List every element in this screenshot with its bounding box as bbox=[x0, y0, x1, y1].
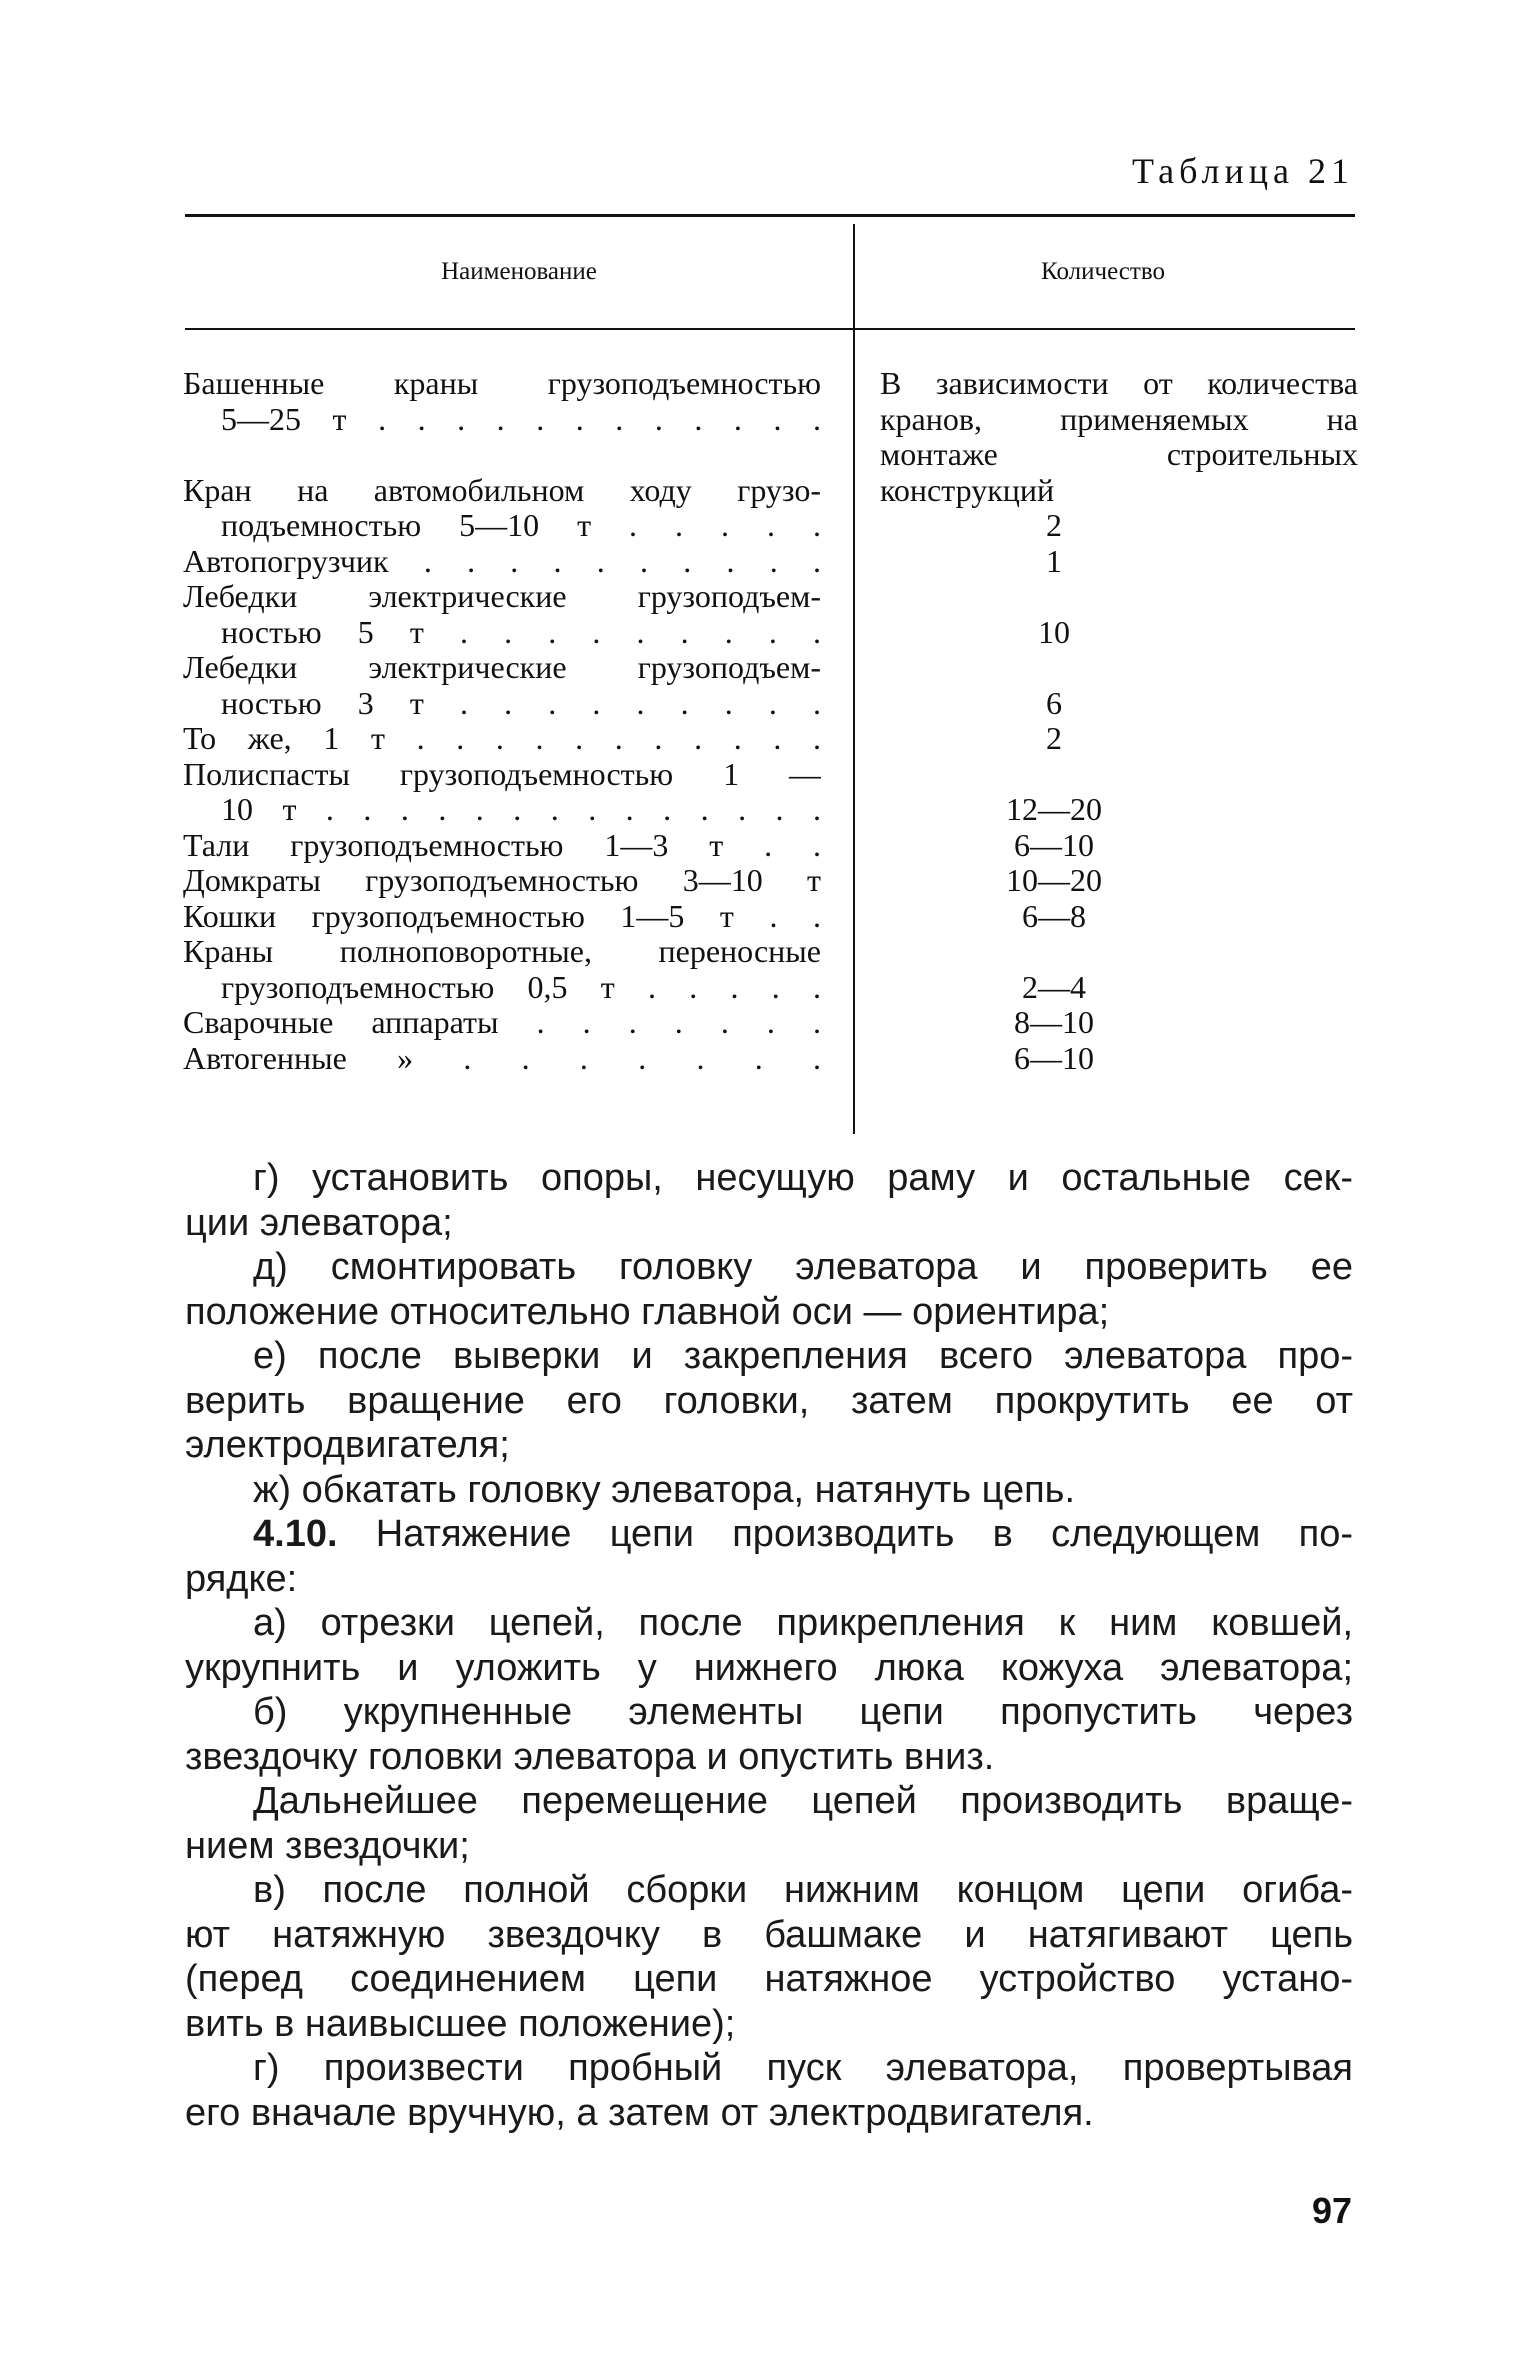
paragraph-line: ж) обкатать головку элеватора, натянуть цепь. bbox=[253, 1468, 1076, 1511]
quantity-description-line: монтаже строительных bbox=[880, 436, 1358, 472]
quantity-description-line: В зависимости от количества bbox=[880, 365, 1358, 401]
quantity-description-line: кранов, применяемых на bbox=[880, 400, 1358, 437]
quantity-value: 2—4 bbox=[1022, 968, 1086, 1005]
table-line: Полиспасты грузоподъемностью 1 — bbox=[183, 756, 821, 792]
table-line: грузоподъемностью 0,5 т . . . . . bbox=[221, 969, 821, 1005]
quantity-value: 6—8 bbox=[1022, 897, 1086, 934]
table-line: Лебедки электрические грузоподъем- bbox=[183, 650, 821, 685]
paragraph-line: г) установить опоры, несущую раму и остальные сек- bbox=[253, 1157, 1353, 1199]
section-number: 4.10. bbox=[253, 1513, 338, 1555]
table-header-rule bbox=[185, 328, 1355, 330]
table-line: Тали грузоподъемностью 1—3 т . . bbox=[183, 827, 821, 863]
paragraph-line: ют натяжную звездочку в башмаке и натягивают цепь bbox=[185, 1913, 1353, 1956]
table-line: 5—25 т . . . . . . . . . . . . bbox=[221, 401, 821, 437]
paragraph-line: верить вращение его головки, затем прокрутить ее от bbox=[185, 1379, 1353, 1422]
section-heading-text: Натяжение цепи производить в следующем по- bbox=[337, 1513, 1353, 1555]
column-header-name: Наименование bbox=[441, 258, 597, 285]
paragraph-line: г) произвести пробный пуск элеватора, провертывая bbox=[253, 2047, 1353, 2089]
quantity-description-line: конструкций bbox=[880, 471, 1055, 508]
table-line: подъемностью 5—10 т . . . . . bbox=[221, 508, 821, 543]
table-line: Сварочные аппараты . . . . . . . bbox=[183, 1005, 821, 1040]
table-line: Кран на автомобильном ходу грузо- bbox=[183, 472, 821, 508]
quantity-value: 12—20 bbox=[1006, 791, 1102, 827]
quantity-value: 2 bbox=[1046, 720, 1062, 756]
paragraph-line: рядке: bbox=[185, 1557, 298, 1600]
table-column-divider bbox=[853, 224, 855, 1134]
quantity-value: 10—20 bbox=[1006, 862, 1102, 898]
paragraph-line: е) после выверки и закрепления всего элеватора про- bbox=[253, 1335, 1353, 1377]
paragraph-line: вить в наивысшее положение); bbox=[185, 2002, 736, 2045]
table-line: Автопогрузчик . . . . . . . . . . bbox=[183, 543, 821, 579]
quantity-value: 6 bbox=[1046, 684, 1062, 721]
paragraph-line: (перед соединением цепи натяжное устройство устано- bbox=[185, 1958, 1353, 2000]
table-line: То же, 1 т . . . . . . . . . . . bbox=[183, 721, 821, 756]
table-line: Домкраты грузоподъемностью 3—10 т bbox=[183, 863, 821, 898]
body-text bbox=[185, 1156, 1353, 2135]
paragraph-line: а) отрезки цепей, после прикрепления к ним ковшей, bbox=[253, 1602, 1353, 1644]
quantity-value: 6—10 bbox=[1014, 826, 1094, 863]
page-number: 97 bbox=[1311, 2190, 1352, 2231]
paragraph-line: положение относительно главной оси — ориентира; bbox=[185, 1290, 1110, 1333]
paragraph-line: электродвигателя; bbox=[185, 1424, 510, 1466]
table-line: Кошки грузоподъемностью 1—5 т . . bbox=[183, 898, 821, 934]
paragraph-line: д) смонтировать головку элеватора и проверить ее bbox=[253, 1246, 1353, 1288]
table-name-column bbox=[183, 366, 821, 1076]
quantity-description bbox=[880, 366, 1358, 508]
table-line: Краны полноповоротные, переносные bbox=[183, 934, 821, 969]
column-header-quantity: Количество bbox=[1041, 258, 1165, 285]
table-quantity-column bbox=[880, 366, 1358, 1076]
quantity-value: 6—10 bbox=[1014, 1039, 1094, 1076]
quantity-value: 2 bbox=[1046, 507, 1062, 543]
table-top-rule bbox=[185, 214, 1355, 217]
quantity-value: 10 bbox=[1038, 613, 1070, 650]
quantity-value: 1 bbox=[1046, 542, 1062, 579]
table-line: Автогенные » . . . . . . . bbox=[183, 1040, 821, 1076]
table-line: 10 т . . . . . . . . . . . . . . bbox=[221, 792, 821, 827]
table-caption: Таблица 21 bbox=[1132, 151, 1354, 191]
paragraph-line bbox=[185, 1512, 1353, 1557]
paragraph-line: нием звездочки; bbox=[185, 1824, 470, 1867]
paragraph-line: в) после полной сборки нижним концом цепи огиба- bbox=[253, 1869, 1353, 1911]
table-line: ностью 3 т . . . . . . . . . bbox=[221, 685, 821, 721]
paragraph-line: укрупнить и уложить у нижнего люка кожуха элеватора; bbox=[185, 1646, 1353, 1689]
quantity-value: 8—10 bbox=[1014, 1004, 1094, 1040]
paragraph-line: звездочку головки элеватора и опустить вниз. bbox=[185, 1735, 995, 1778]
table-line: Лебедки электрические грузоподъем- bbox=[183, 579, 821, 614]
paragraph-line: его вначале вручную, а затем от электродвигателя. bbox=[185, 2091, 1094, 2134]
paragraph-line: ции элеватора; bbox=[185, 1201, 453, 1244]
table-line: ностью 5 т . . . . . . . . . bbox=[221, 614, 821, 650]
table-line: Башенные краны грузоподъемностью bbox=[183, 366, 821, 401]
paragraph-line: б) укрупненные элементы цепи пропустить через bbox=[253, 1691, 1353, 1733]
paragraph-line: Дальнейшее перемещение цепей производить враще- bbox=[253, 1780, 1353, 1822]
